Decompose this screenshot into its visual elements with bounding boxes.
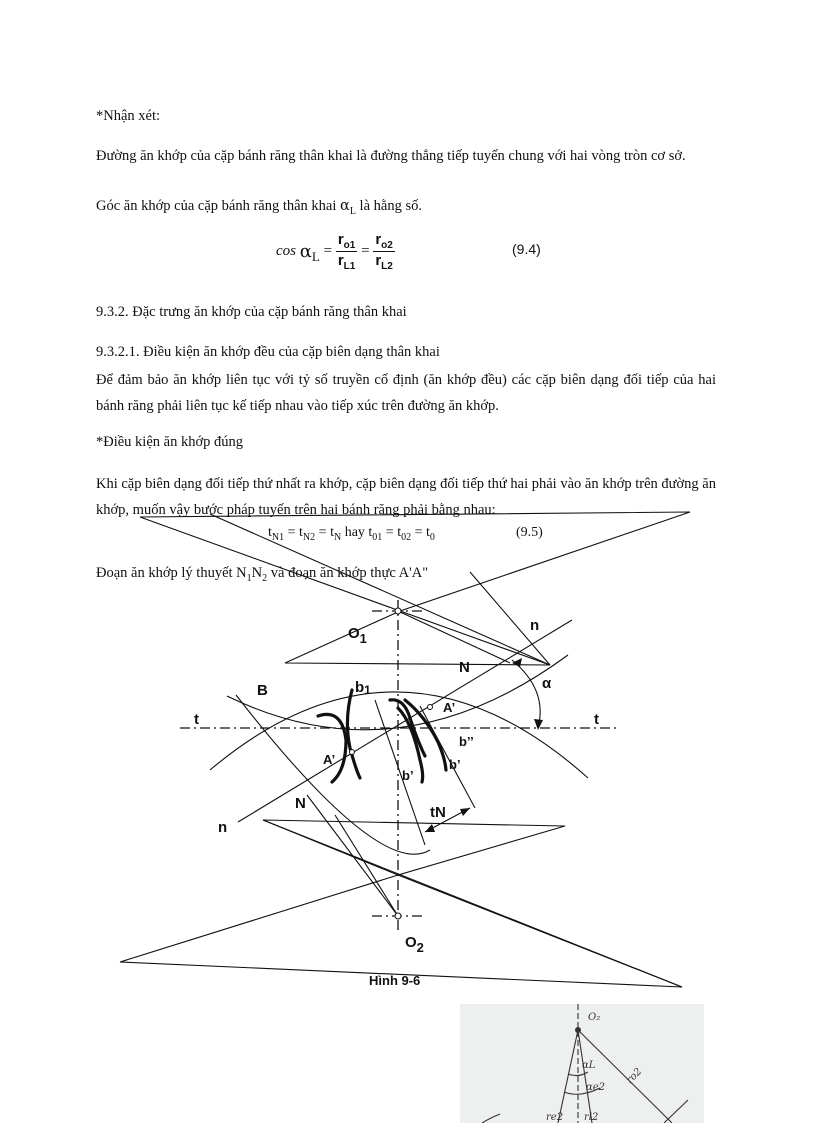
a-prime-point-upper — [428, 705, 433, 710]
section-9-3-2: 9.3.2. Đặc trưng ăn khớp của cặp bánh răng thân khai — [96, 304, 407, 320]
tn-arrow-left — [425, 824, 435, 832]
eq95-t2: t — [299, 525, 303, 540]
line-of-action — [238, 620, 572, 822]
slant-line-2 — [420, 706, 475, 808]
photo-line-1 — [558, 1030, 578, 1123]
eq95-sub-01: 01 — [372, 531, 383, 543]
label-a-prime-lower: A’ — [323, 752, 336, 767]
para-9-3-2-1: Để đảm bảo ăn khớp liên tục với tỷ số truyền cố định (ăn khớp đều) các cặp biên dạng đối tiếp của hai bánh răng phải liên tục kế tiếp nhau vào tiếp xúc trên đường ăn khớp. — [96, 372, 716, 414]
segment-sub1: 1 — [246, 572, 252, 584]
segment-n2: N — [251, 565, 263, 581]
eq94-alpha-sub: L — [311, 248, 320, 264]
o1-center-point — [395, 608, 401, 614]
label-o2-text: O — [405, 934, 417, 951]
label-alpha: α — [542, 675, 552, 692]
remark-heading: *Nhận xét: — [96, 108, 161, 124]
radius-o1-n — [398, 611, 510, 663]
label-o2 — [405, 934, 424, 955]
label-a-prime-upper: A’ — [443, 700, 456, 715]
artifact-triangle-1 — [140, 512, 690, 611]
label-B: B — [257, 682, 268, 699]
eq94-f2-num-sub: o2 — [381, 240, 393, 251]
radius-o2-n — [307, 795, 398, 916]
o2-center-point — [395, 913, 401, 919]
remark-line-2-pre: Góc ăn khớp của cặp bánh răng thân khai — [96, 198, 337, 214]
label-t-right: t — [594, 711, 599, 728]
eq95-eq4: = — [414, 525, 423, 540]
eq94-equals-2: = — [361, 243, 370, 259]
label-o1-sub: 1 — [359, 631, 367, 646]
eq94-cos: cos — [276, 243, 296, 259]
alpha-symbol: α — [340, 198, 350, 214]
tooth-profile-b1 — [347, 690, 360, 778]
photo-arc-left — [482, 1114, 500, 1123]
photo-line-4 — [664, 1100, 688, 1123]
eq94-f1-num-sub: o1 — [343, 240, 356, 251]
segment-mid: và đoạn ăn khớp thực — [270, 565, 396, 581]
label-b1-sub: 1 — [364, 683, 371, 697]
photo-center-point — [575, 1027, 581, 1033]
photo-line-2 — [578, 1030, 592, 1123]
eq95-t3: t — [330, 525, 334, 540]
segment-pre: Đoạn ăn khớp lý thuyết — [96, 565, 233, 581]
eq95-sub-n1: N1 — [271, 531, 285, 543]
figure-caption: Hình 9-6 — [369, 973, 421, 988]
eq94-f1-den-sub: L1 — [343, 261, 356, 272]
label-n-bottom: n — [218, 819, 228, 836]
remark-line-1: Đường ăn khớp của cặp bánh răng thân khai là đường thẳng tiếp tuyến chung với hai vòng tròn cơ sở. — [96, 148, 686, 164]
eq95-number: (9.5) — [516, 525, 543, 540]
label-tN: tN — [430, 804, 446, 821]
photo-label-ro2: ro2 — [624, 1066, 645, 1087]
section-9-3-2-1: 9.3.2.1. Điều kiện ăn khớp đều của cặp biên dạng thân khai — [96, 344, 440, 360]
segment-aa: A'A" — [398, 565, 429, 581]
tooth-profile-left — [318, 714, 346, 782]
label-b-prime-lower: b’ — [402, 768, 414, 783]
eq95-t4: t — [368, 525, 373, 540]
eq95-sub-0: 0 — [429, 531, 435, 543]
label-t-left: t — [194, 711, 199, 728]
condition-paragraph: Khi cặp biên dạng đối tiếp thứ nhất ra khớp, cặp biên dạng đối tiếp thứ hai phải vào ăn khớp trên đường ăn khớp, muốn vậy bước pháp tuyến trên hai bánh răng phải bằng nhau: — [96, 476, 716, 518]
scanned-figure-photo — [460, 1004, 704, 1123]
eq95-t1: t — [268, 525, 272, 540]
label-o2-sub: 2 — [416, 940, 424, 955]
label-b-double-prime: b’’ — [459, 734, 474, 749]
photo-label-alpha-l: αL — [582, 1060, 596, 1071]
scanned-figure-drawing — [460, 1004, 704, 1123]
artifact-line-3 — [263, 820, 682, 987]
artifact-triangle-4 — [120, 875, 682, 987]
eq94-f2-den-sub: L2 — [381, 261, 393, 272]
eq95-eq3: = — [385, 525, 394, 540]
alpha-sub: L — [349, 205, 356, 217]
eq95-sub-n: N — [333, 531, 342, 543]
a-prime-point-lower — [350, 750, 355, 755]
eq95-sub-n2: N2 — [302, 531, 316, 543]
eq94-f1-num: r — [337, 231, 344, 248]
eq95-eq2: = — [318, 525, 327, 540]
label-N-bottom: N — [295, 795, 306, 812]
eq95-t6: t — [426, 525, 430, 540]
eq94-equals-1: = — [323, 243, 333, 259]
label-o1 — [348, 625, 367, 646]
eq94-f2-num: r — [375, 231, 382, 248]
photo-label-rl2: rl2 — [584, 1112, 599, 1123]
condition-heading: *Điều kiện ăn khớp đúng — [96, 434, 244, 450]
eq95-t5: t — [397, 525, 402, 540]
pitch-circle-arc — [210, 692, 588, 778]
label-b1 — [355, 679, 371, 697]
eq94-f2-den: r — [375, 252, 382, 269]
alpha-angle-arc — [512, 660, 540, 728]
label-o1-text: O — [348, 625, 360, 642]
artifact-line-1 — [210, 514, 550, 665]
label-b1-text: b — [355, 679, 365, 696]
eq95-sub-02: 02 — [401, 531, 412, 543]
artifact-line-4 — [335, 815, 398, 916]
tooth-profile-b-double — [405, 700, 446, 770]
eq95-hay: hay — [344, 525, 365, 540]
label-N-top: N — [459, 659, 470, 676]
photo-label-re2: re2 — [546, 1112, 564, 1123]
eq95-eq1: = — [287, 525, 296, 540]
label-b-prime-right: b’ — [449, 757, 461, 772]
eq94-f1-den: r — [337, 252, 344, 269]
photo-label-alpha-e2: αe2 — [586, 1082, 606, 1093]
eq94-number: (9.4) — [512, 241, 541, 257]
segment-n1: N — [236, 565, 247, 581]
tn-arrow-right — [460, 808, 470, 816]
eq94-alpha: α — [299, 241, 312, 262]
artifact-triangle-3 — [263, 820, 565, 875]
photo-label-o2: O₂ — [588, 1012, 601, 1023]
alpha-arrow-top — [512, 658, 522, 667]
segment-sub2: 2 — [262, 572, 268, 584]
remark-line-2-post: là hằng số. — [359, 198, 422, 214]
label-n-top: n — [530, 617, 540, 634]
